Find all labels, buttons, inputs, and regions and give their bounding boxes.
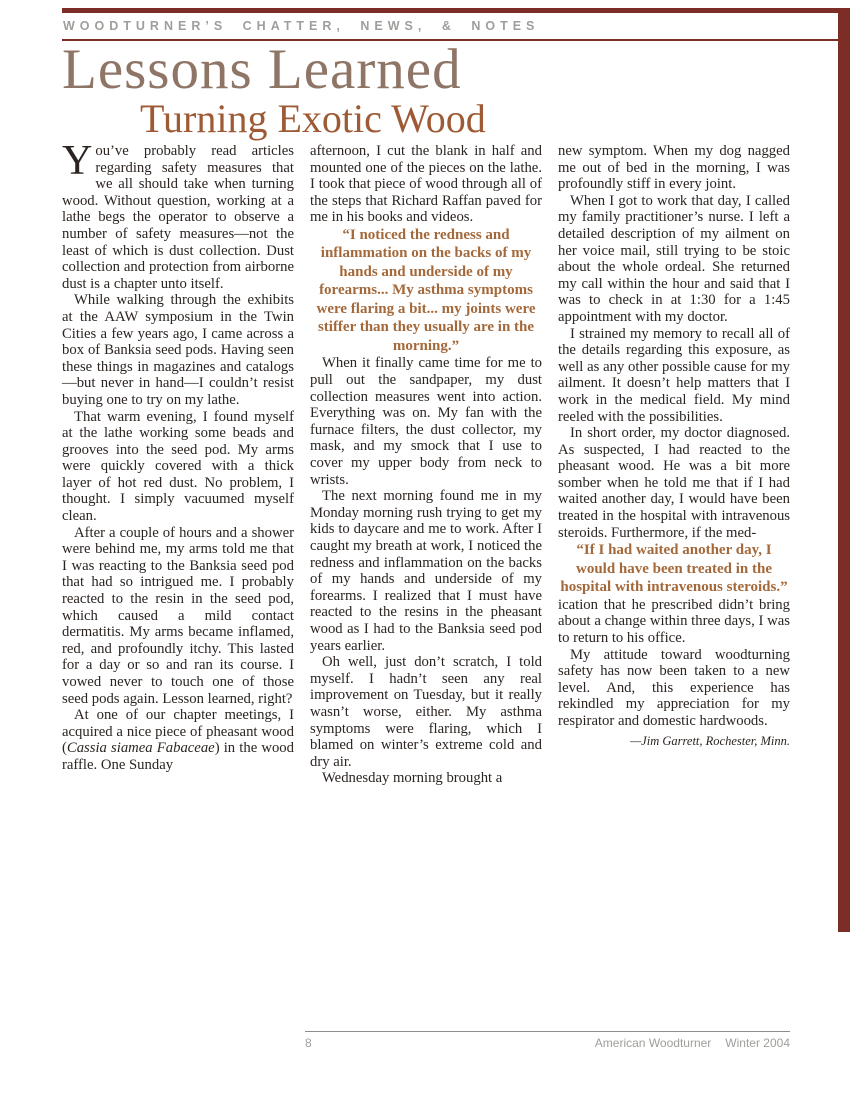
- byline: —Jim Garrett, Rochester, Minn.: [630, 733, 790, 748]
- page-number: 8: [305, 1036, 312, 1050]
- article-body: [62, 138, 790, 787]
- section-kicker: WOODTURNER’S CHATTER, NEWS, & NOTES: [63, 19, 540, 33]
- right-edge-accent-bar: [838, 8, 850, 932]
- paragraph: The next morning found me in my Monday morning rush trying to get my kids to daycare and me to work. After I caught my breath at work, I noticed the redness and inflammation on the backs of my hands and underside of my forearms. I realized that I must have reacted to the resins in the pheasant wood as I had to the Banksia seed pod years earlier.: [310, 488, 542, 654]
- paragraph: [62, 707, 294, 773]
- paragraph: When it finally came time for me to pull out the sandpaper, my dust collection measures went into action. Everything was on. My fan with the furnace filters, the dust collector, my mask, and my smock that I use to cover my upper body from neck to wrists.: [310, 355, 542, 488]
- footer-journal-info: [595, 1036, 790, 1050]
- article-subtitle: Turning Exotic Wood: [140, 96, 486, 141]
- paragraph: In short order, my doctor diagnosed. As suspected, I had reacted to the pheasant wood. He was a bit more somber when he told me that if I had waited another day, I would have been treated in the hospital with intravenous steroids. Furthermore, if the med-: [558, 425, 790, 541]
- paragraph: My attitude toward woodturning safety has now been taken to a new level. And, this experience has rekindled my appreciation for my respirator and domestic hardwoods.: [558, 646, 790, 729]
- paragraph: afternoon, I cut the blank in half and mounted one of the pieces on the lathe. I took that piece of wood through all of the steps that Richard Raffan paved for me in his books and videos.: [310, 143, 542, 226]
- paragraph: After a couple of hours and a shower were behind me, my arms told me that I was reacting to the Banksia seed pod that had so intrigued me. I probably reacted to the resin in the seed pod, which caused a mild contact dermatitis. My arms became inflamed, red, and profoundly itchy. This lasted for a day or so and ran its course. I vowed never to touch one of those seed pods again. Lesson learned, right?: [62, 524, 294, 707]
- footer: [305, 1036, 790, 1050]
- issue-label: Winter 2004: [725, 1036, 790, 1050]
- footer-rule: [305, 1031, 790, 1032]
- paragraph: When I got to work that day, I called my family practitioner’s nurse. I left a detailed description of my ailment on her voice mail, still trying to be stoic about the whole ordeal. She returned my call within the hour and said that I was to check in at 1:30 for a 1:45 appointment with my doctor.: [558, 192, 790, 325]
- paragraph: While walking through the exhibits at the AAW symposium in the Twin Cities a few years ago, I came across a box of Banksia seed pods. Having seen these things in magazines and catalogs—but never in hand—I couldn’t resist buying one to try on my lathe.: [62, 292, 294, 408]
- column-1: [62, 138, 294, 787]
- species-name: Cassia siamea Fabaceae: [66, 740, 215, 757]
- paragraph: I strained my memory to recall all of the details regarding this exposure, as well as any other possible cause for my ailment. It doesn’t help matters that I work in the medical field. My mind reeled with the possibilities.: [558, 325, 790, 425]
- paragraph: ication that he prescribed didn’t bring about a change within three days, I was to return to his office.: [558, 596, 790, 646]
- paragraph: Oh well, just don’t scratch, I told myself. I hadn’t seen any real improvement on Tuesday, but it really wasn’t worse, either. My asthma symptoms were flaring, which I blamed on winter’s extreme cold and dry air.: [310, 654, 542, 770]
- paragraph-text: At one of our chapter meetings, I acquired a nice piece of pheasant wood (: [62, 707, 294, 757]
- paragraph: Wednesday morning brought a: [322, 770, 503, 787]
- paragraph-text: ou’ve probably read articles regarding safety measures that we all should take when turning wood. Without question, working at a lathe begs the operator to observe a number of safety measures—not the least of which is dust collection. Dust collection and protection from airborne dust is a chapter unto itself.: [62, 143, 294, 292]
- paragraph-text: ) in the wood raffle. One Sunday: [62, 740, 294, 773]
- masthead: [62, 8, 838, 41]
- journal-name: American Woodturner: [594, 1036, 712, 1050]
- pull-quote-1: “I noticed the redness and inflammation on the backs of my hands and underside of my forearms... My asthma symptoms were flaring a bit... my joints were stiffer than they usually are in the morning.”: [316, 226, 536, 354]
- article-title: Lessons Learned: [62, 38, 462, 101]
- drop-cap: Y: [62, 138, 93, 184]
- paragraph: new symptom. When my dog nagged me out of bed in the morning, I was profoundly stiff in every joint.: [558, 143, 790, 193]
- paragraph: [62, 138, 294, 292]
- column-3: [558, 143, 790, 787]
- column-2: [310, 143, 542, 787]
- pull-quote-2: “If I had waited another day, I would have been treated in the hospital with intravenous steroids.”: [560, 542, 788, 596]
- paragraph: That warm evening, I found myself at the lathe working some beads and grooves into the seed pod. My arms were quickly covered with a thick layer of hot red dust. No problem, I thought. I simply vacuumed myself clean.: [62, 408, 294, 525]
